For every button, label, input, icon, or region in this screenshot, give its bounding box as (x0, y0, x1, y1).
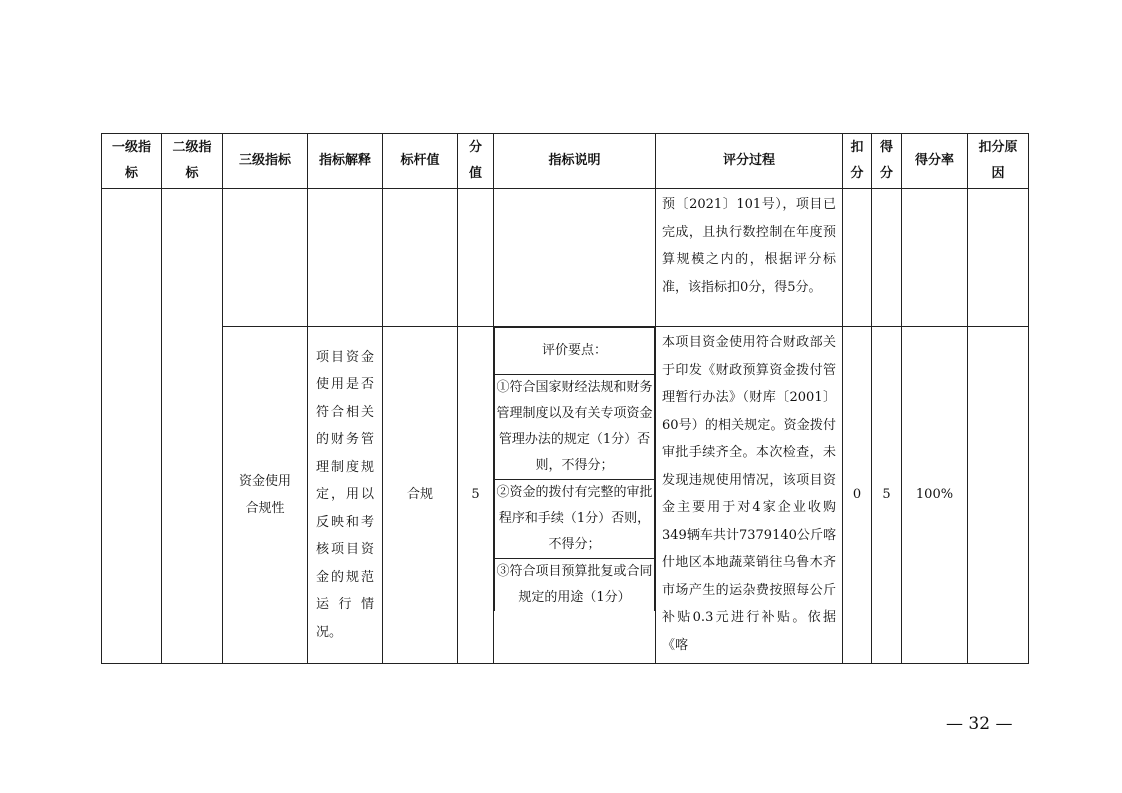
desc-item-1: ①符合国家财经法规和财务管理制度以及有关专项资金管理办法的规定（1分）否则，不得分； (495, 375, 655, 480)
header-score-value: 分值 (458, 134, 494, 189)
cell-reason (968, 327, 1029, 664)
header-rate: 得分率 (902, 134, 968, 189)
cell-deduct-cont (843, 189, 872, 327)
header-level2: 二级指标 (162, 134, 223, 189)
cell-value-cont (458, 189, 494, 327)
cell-description (494, 327, 656, 664)
table-row (102, 189, 1029, 327)
header-interpretation: 指标解释 (308, 134, 383, 189)
header-level1: 一级指标 (102, 134, 162, 189)
header-description: 指标说明 (494, 134, 656, 189)
cell-deduct: 0 (843, 327, 872, 664)
desc-item-3: ③符合项目预算批复或合同规定的用途（1分） (495, 559, 655, 612)
cell-benchmark-cont (383, 189, 458, 327)
header-process: 评分过程 (656, 134, 843, 189)
cell-score: 5 (872, 327, 902, 664)
cell-process: 本项目资金使用符合财政部关于印发《财政预算资金拨付管理暂行办法》（财库〔2001〕60号）的相关规定。资金拨付审批手续齐全。本次检查，未发现违规使用情况，该项目资金主要用于对4家企业收购349辆车共计7379140公斤喀什地区本地蔬菜销往乌鲁木齐市场产生的运杂费按照每公斤补贴0.3元进行补贴。依据《喀 (656, 327, 843, 664)
cell-rate: 100% (902, 327, 968, 664)
cell-benchmark: 合规 (383, 327, 458, 664)
cell-desc-cont (494, 189, 656, 327)
cell-interpretation: 项目资金使用是否符合相关的财务管理制度规定，用以反映和考核项目资金的规范运行情况。 (308, 327, 383, 664)
cell-rate-cont (902, 189, 968, 327)
header-score: 得分 (872, 134, 902, 189)
header-reason: 扣分原因 (968, 134, 1029, 189)
header-level3: 三级指标 (223, 134, 308, 189)
header-row (102, 134, 1029, 189)
cell-score-value: 5 (458, 327, 494, 664)
cell-level1 (102, 189, 162, 664)
cell-score-cont (872, 189, 902, 327)
page-number: — 32 — (946, 714, 1013, 734)
header-deduct: 扣分 (843, 134, 872, 189)
desc-item-2: ②资金的拨付有完整的审批程序和手续（1分）否则，不得分； (495, 480, 655, 559)
cell-process-cont: 预〔2021〕101号），项目已完成，且执行数控制在年度预算规模之内的，根据评分标准，该指标扣0分，得5分。 (656, 189, 843, 327)
cell-level3-cont (223, 189, 308, 327)
table-row (102, 327, 1029, 664)
cell-level2 (162, 189, 223, 664)
cell-level3: 资金使用合规性 (223, 327, 308, 664)
cell-reason-cont (968, 189, 1029, 327)
description-list (494, 327, 655, 611)
evaluation-table (101, 133, 1029, 664)
cell-interp-cont (308, 189, 383, 327)
desc-item-0: 评价要点： (495, 328, 655, 375)
header-benchmark: 标杆值 (383, 134, 458, 189)
